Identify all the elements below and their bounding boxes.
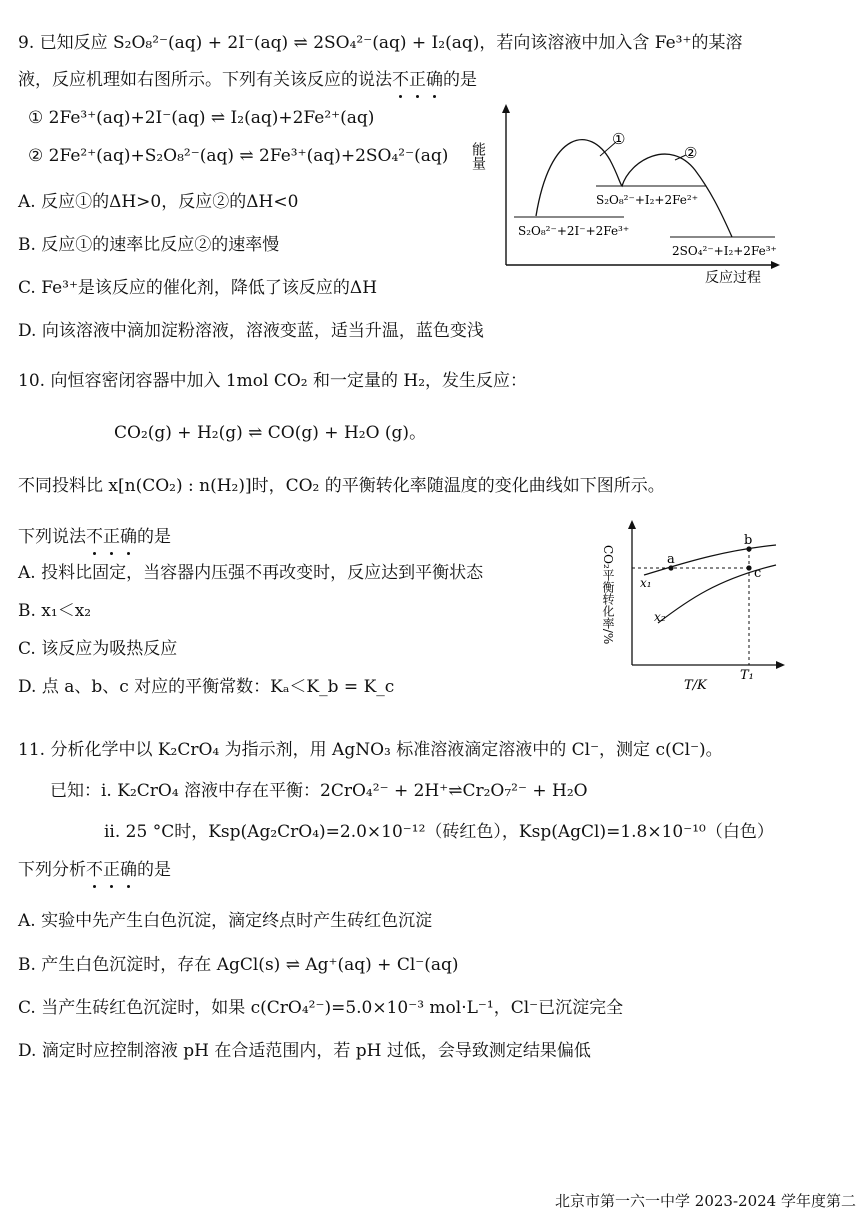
emph-char: 确	[426, 70, 443, 90]
chart-x-arrow	[776, 661, 785, 669]
q10-question	[18, 525, 171, 549]
q11-question-tail: 的是	[137, 860, 171, 880]
q11-option-c: C. 当产生砖红色沉淀时，如果 c(CrO₄²⁻)=5.0×10⁻³ mol·L⁻¹，Cl⁻已沉淀完全	[18, 998, 624, 1018]
q9-stem-tail: 的是	[443, 70, 477, 90]
q11-known-1: 已知：i. K₂CrO₄ 溶液中存在平衡：2CrO₄²⁻ + 2H⁺⇌Cr₂O₇²⁻ + H₂O	[50, 781, 588, 801]
q9-mechanism-eq2: ② 2Fe²⁺(aq)+S₂O₈²⁻(aq) ⇌ 2Fe³⁺(aq)+2SO₄²⁻(aq)	[28, 146, 449, 166]
peak1-label: ①	[612, 130, 626, 148]
x-axis-label: 反应过程	[705, 270, 761, 286]
energy-curve	[536, 140, 732, 237]
q11-option-b: B. 产生白色沉淀时，存在 AgCl(s) ⇌ Ag⁺(aq) + Cl⁻(aq)	[18, 955, 459, 975]
y-axis-arrow	[502, 104, 510, 113]
emph-char: 正	[103, 860, 120, 880]
level-end-label: 2SO₄²⁻+I₂+2Fe³⁺	[672, 244, 777, 258]
emph-char: 不	[86, 527, 103, 547]
point-c	[746, 565, 751, 570]
q10-question-text: 下列说法	[18, 527, 86, 547]
label-a: a	[667, 552, 675, 567]
label-x1: x₁	[640, 576, 652, 590]
y-axis-label: 能量	[470, 142, 486, 170]
q10-question-tail: 的是	[137, 527, 171, 547]
energy-diagram	[470, 100, 790, 290]
chart-y-label: CO₂平衡转化率/%	[601, 545, 615, 645]
label-c: c	[754, 566, 762, 581]
emph-char: 正	[103, 527, 120, 547]
q9-stem-text: 液，反应机理如右图所示。下列有关该反应的说法	[18, 70, 392, 90]
q11-stem: 11. 分析化学中以 K₂CrO₄ 为指示剂，用 AgNO₃ 标准溶液滴定溶液中的 Cl⁻，测定 c(Cl⁻)。	[18, 740, 723, 760]
q9-stem-line1: 9. 已知反应 S₂O₈²⁻(aq) + 2I⁻(aq) ⇌ 2SO₄²⁻(aq) + I₂(aq)，若向该溶液中加入含 Fe³⁺的某溶	[18, 33, 743, 53]
q11-question	[18, 858, 171, 882]
q10-stem: 10. 向恒容密闭容器中加入 1mol CO₂ 和一定量的 H₂，发生反应：	[18, 371, 528, 391]
q11-option-d: D. 滴定时应控制溶液 pH 在合适范围内，若 pH 过低，会导致测定结果偏低	[18, 1041, 591, 1061]
q10-option-a: A. 投料比固定，当容器内压强不再改变时，反应达到平衡状态	[18, 563, 484, 583]
q10-equation: CO₂(g) + H₂(g) ⇌ CO(g) + H₂O (g)。	[114, 423, 427, 443]
emph-char: 确	[120, 860, 137, 880]
peak2-label: ②	[684, 144, 698, 162]
emph-char: 不	[392, 70, 409, 90]
q11-question-text: 下列分析	[18, 860, 86, 880]
q10-option-b: B. x₁＜x₂	[18, 601, 92, 621]
chart-x-label: T/K	[684, 678, 707, 693]
q10-intro: 不同投料比 x[n(CO₂) : n(H₂)]时，CO₂ 的平衡转化率随温度的变化曲线如下图所示。	[18, 476, 665, 496]
page-footer: 北京市第一六一中学 2023-2024 学年度第二	[555, 1192, 856, 1210]
q11-option-a: A. 实验中先产生白色沉淀，滴定终点时产生砖红色沉淀	[18, 911, 433, 931]
q9-mechanism-eq1: ① 2Fe³⁺(aq)+2I⁻(aq) ⇌ I₂(aq)+2Fe²⁺(aq)	[28, 108, 375, 128]
label-x2: x₂	[654, 610, 666, 624]
level-start-label: S₂O₈²⁻+2I⁻+2Fe³⁺	[518, 224, 630, 238]
conversion-chart	[598, 515, 798, 695]
label-b: b	[744, 533, 753, 548]
emph-char: 确	[120, 527, 137, 547]
q9-stem-line2	[18, 68, 477, 92]
emph-char: 正	[409, 70, 426, 90]
q10-option-d: D. 点 a、b、c 对应的平衡常数：Kₐ＜K_b = K_c	[18, 677, 395, 697]
q9-option-a: A. 反应①的ΔH>0，反应②的ΔH<0	[18, 192, 299, 212]
q11-known-2: ii. 25 °C时，Ksp(Ag₂CrO₄)=2.0×10⁻¹²（砖红色），Ksp(AgCl)=1.8×10⁻¹⁰（白色）	[104, 822, 774, 842]
q9-option-b: B. 反应①的速率比反应②的速率慢	[18, 235, 280, 255]
level-mid-label: S₂O₈²⁻+I₂+2Fe²⁺	[596, 193, 699, 207]
q10-option-c: C. 该反应为吸热反应	[18, 639, 178, 659]
x-axis-arrow	[771, 261, 780, 269]
chart-y-arrow	[628, 520, 636, 529]
chart-tick-t1: T₁	[740, 668, 754, 683]
q9-option-c: C. Fe³⁺是该反应的催化剂，降低了该反应的ΔH	[18, 278, 378, 298]
emph-char: 不	[86, 860, 103, 880]
q9-option-d: D. 向该溶液中滴加淀粉溶液，溶液变蓝，适当升温，蓝色变浅	[18, 321, 484, 341]
